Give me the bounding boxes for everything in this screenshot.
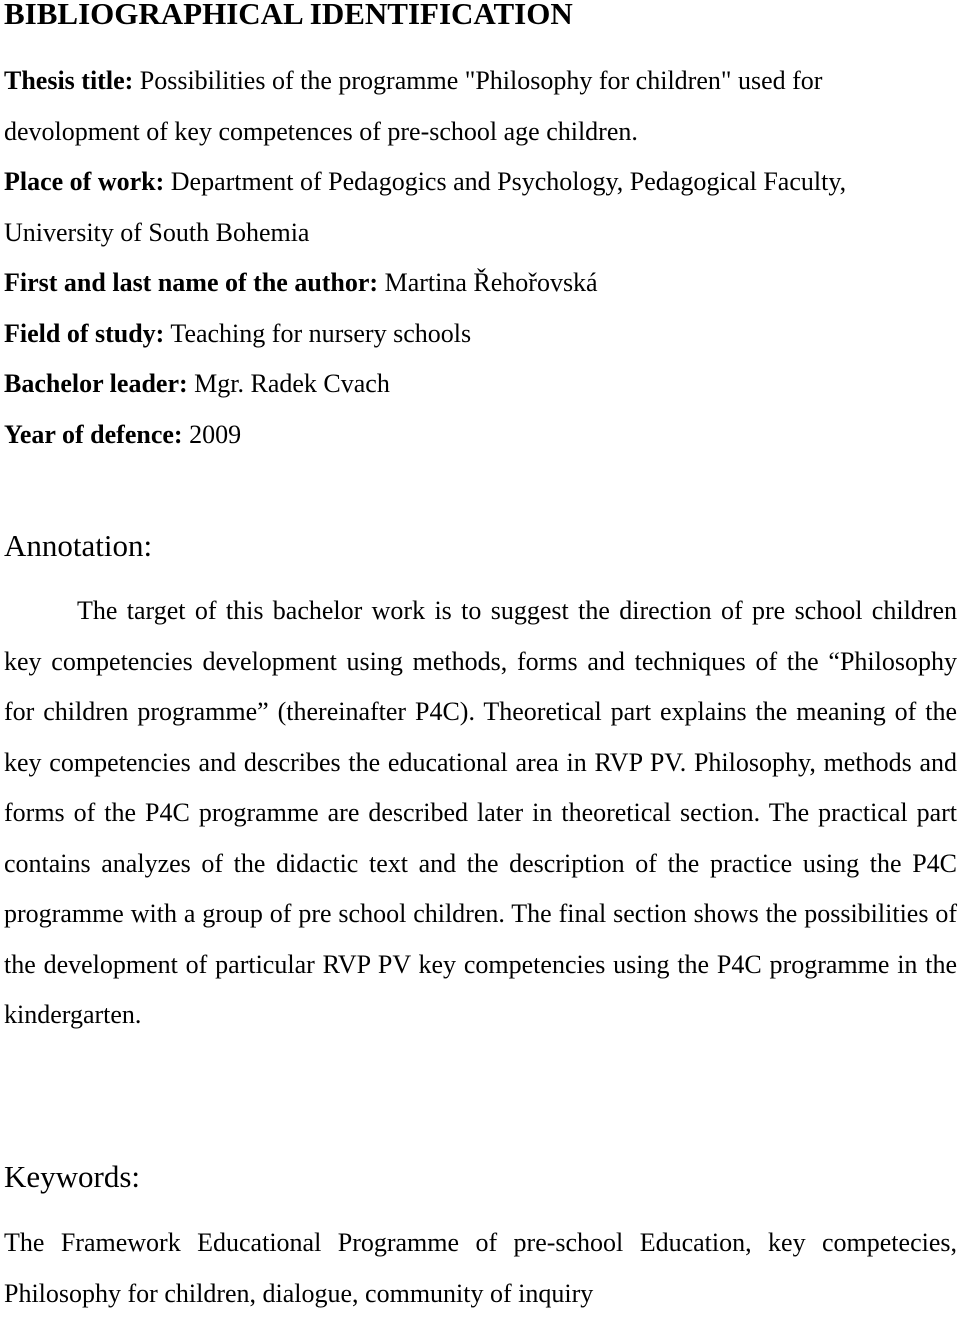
year-of-defence-value: 2009 xyxy=(189,419,242,449)
author-label: First and last name of the author: xyxy=(4,268,379,297)
year-of-defence-label: Year of defence: xyxy=(4,419,183,449)
annotation-text: The target of this bachelor work is to suggest the direction of pre school children key competencies development using methods, forms and techniques of the “Philosophy for children programme” (thereinafter P4C). Theoretical part explains the meaning of the key competencies and describes the educational area in RVP PV. Philosophy, methods and forms of the P4C programme are described later in theoretical section. The practical part contains analyzes of the didactic text and the description of the practice using the P4C programme with a group of pre school children. The final section shows the possibilities of the development of particular RVP PV key competencies using the P4C programme in the kindergarten. xyxy=(4,596,957,1029)
bibliographic-fields xyxy=(4,56,957,460)
author-field xyxy=(4,258,957,309)
year-of-defence-field xyxy=(4,410,957,461)
thesis-title-value: Possibilities of the programme "Philosophy for children" used for devolopment of key competences of pre-school age children. xyxy=(4,66,823,146)
bachelor-leader-label: Bachelor leader: xyxy=(4,369,188,398)
field-of-study-value: Teaching for nursery schools xyxy=(170,318,472,348)
thesis-title-label: Thesis title: xyxy=(4,66,134,95)
thesis-title-field xyxy=(4,56,957,157)
keywords-heading: Keywords: xyxy=(4,1159,141,1194)
author-value: Martina Řehořovská xyxy=(384,268,598,297)
annotation-heading: Annotation: xyxy=(4,528,153,563)
place-of-work-label: Place of work: xyxy=(4,167,165,196)
page-title: BIBLIOGRAPHICAL IDENTIFICATION xyxy=(4,0,573,31)
keywords-text: The Framework Educational Programme of pre-school Education, key competecies, Philosophy for children, dialogue, community of inquiry xyxy=(4,1228,957,1308)
field-of-study-field xyxy=(4,309,957,360)
place-of-work-value: Department of Pedagogics and Psychology, Pedagogical Faculty, University of South Bohemia xyxy=(4,167,847,247)
place-of-work-field xyxy=(4,157,957,258)
bachelor-leader-value: Mgr. Radek Cvach xyxy=(194,369,390,398)
bachelor-leader-field xyxy=(4,359,957,410)
field-of-study-label: Field of study: xyxy=(4,318,165,348)
